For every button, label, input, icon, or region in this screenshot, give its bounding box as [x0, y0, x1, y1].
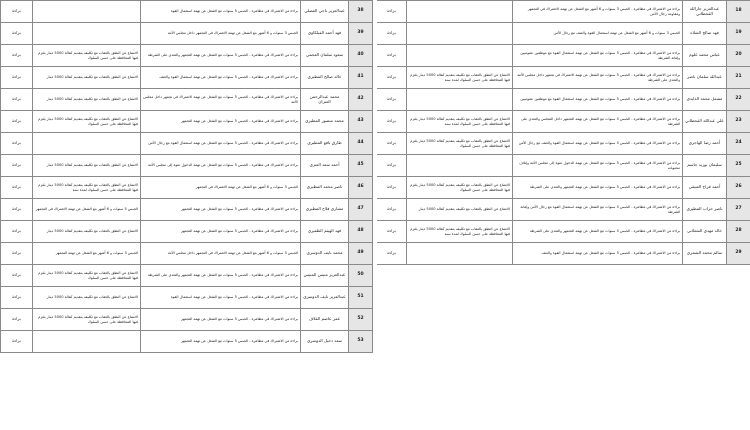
table-row	[1, 177, 373, 199]
defendant-number: 27	[727, 199, 750, 221]
verdict-text: الامتناع عن النطق بالعقاب مع تكليفه بتقديم كفالة 5000 دينار يلتزم فيها المحافظة على حسن السلوك	[407, 133, 513, 155]
table-row	[377, 177, 750, 199]
defendant-number: 45	[349, 155, 373, 177]
verdict-text: الامتناع عن النطق بالعقاب مع تكليفه بتقديم كفالة 5000 دينار	[33, 67, 141, 89]
charge-text: براءة من الاشتراك في مظاهرة - الحبس 5 سنوات مع الشغل عن تهمة التجمهر داخل المجلس والتعدي على الشرطة	[513, 111, 683, 133]
defendant-name: سعد دخيل الدوسري	[301, 331, 349, 353]
verdict-text: الحبس 5 سنوات و 6 أشهر مع الشغل عن تهمة الاشتراك في التجمهر	[33, 199, 141, 221]
table-row	[377, 221, 750, 243]
status-text: براءة	[1, 265, 33, 287]
defendant-name: طارق نافع المطيري	[301, 133, 349, 155]
verdict-text	[407, 45, 513, 67]
verdict-text: الامتناع عن النطق بالعقاب مع تكليفه بتقديم كفالة 5000 دينار يلتزم فيها المحافظة على حسن السلوك	[407, 177, 513, 199]
charge-text: براءة من الاشتراك في مظاهرة - الحبس 5 سنوات مع الشغل عن تهمة استعمال القوة مع رجال الأمن وإهانة الشرطة	[513, 199, 683, 221]
verdict-text: الامتناع عن النطق بالعقاب مع تكليفه بتقديم كفالة 5000 دينار	[407, 199, 513, 221]
defendant-number: 39	[349, 23, 373, 45]
status-text: براءة	[1, 89, 33, 111]
defendant-number: 18	[727, 1, 750, 23]
verdict-text	[407, 89, 513, 111]
charge-text: براءة من الاشتراك في مظاهرة - الحبس 5 سنوات مع الشغل عن تهمة استعمال القوة مع رجال الأمن	[141, 133, 301, 155]
defendant-number: 19	[727, 23, 750, 45]
defendant-number: 24	[727, 133, 750, 155]
status-text: براءة	[377, 23, 407, 45]
table-row	[1, 265, 373, 287]
defendant-number: 25	[727, 155, 750, 177]
verdict-text	[407, 243, 513, 265]
table-row	[377, 133, 750, 155]
charge-text: براءة من الاشتراك في مظاهرة - الحبس 5 سنوات مع الشغل عن تهمة استعمال القوة	[141, 287, 301, 309]
charge-text: براءة من الاشتراك في مظاهرة - الحبس 5 سنوات مع الشغل عن تهمة استعمال القوة	[141, 1, 301, 23]
table-row	[1, 133, 373, 155]
defendant-number: 29	[727, 243, 750, 265]
defendant-name: فهد الهيثم الظفيري	[301, 221, 349, 243]
status-text: براءة	[377, 67, 407, 89]
charge-text: الحبس 3 سنوات و 6 أشهر مع الشغل عن تهمة الاشتراك في التجمهر	[141, 177, 301, 199]
charge-text: براءة من الاشتراك في مظاهرة - الحبس 5 سنوات مع الشغل عن تهمة التجمهر والتعدي على الشرطة	[513, 221, 683, 243]
defendant-number: 21	[727, 67, 750, 89]
status-text: براءة	[377, 221, 407, 243]
verdict-text	[33, 1, 141, 23]
column-separator	[373, 0, 377, 430]
table-row	[1, 287, 373, 309]
status-text: براءة	[1, 111, 33, 133]
defendant-number: 40	[349, 45, 373, 67]
verdict-text: الامتناع عن النطق بالعقاب مع تكليفه بتقديم كفالة 5000 دينار يلتزم فيها المحافظة على حسن السلوك	[33, 309, 141, 331]
verdict-text: الامتناع عن النطق بالعقاب مع تكليفه بتقديم كفالة 5000 دينار يلتزم فيها المحافظة على حسن السلوك	[33, 45, 141, 67]
table-row	[1, 23, 373, 45]
table-row	[377, 111, 750, 133]
defendant-number: 38	[349, 1, 373, 23]
defendant-name: عبدالعزيز جارالله القحطاني	[683, 1, 727, 23]
verdict-text	[33, 133, 141, 155]
defendant-name: أحمد رضا الهاجري	[683, 133, 727, 155]
defendant-name: عبدالله سلمان ناصر	[683, 67, 727, 89]
defendant-name: خالد صالح المطيري	[301, 67, 349, 89]
table-row	[377, 45, 750, 67]
verdict-text: الامتناع عن النطق بالعقاب مع تكليفه بتقديم كفالة 5000 دينار يلتزم فيها المحافظة على حسن السلوك لمدة سنة	[407, 67, 513, 89]
verdict-text	[407, 23, 513, 45]
defendant-number: 44	[349, 133, 373, 155]
status-text: براءة	[1, 67, 33, 89]
defendant-number: 48	[349, 221, 373, 243]
charge-text: براءة من الاشتراك في مظاهرة - الحبس 5 سنوات مع الشغل عن تهمة الاشتراك في تجمهر داخل مجلس الأمة والتعدي على الشرطة	[513, 67, 683, 89]
table-row	[1, 67, 373, 89]
verdict-text: الامتناع عن النطق بالعقاب مع تكليفه بتقديم كفالة 5000 دينار	[33, 221, 141, 243]
defendant-number: 42	[349, 89, 373, 111]
charge-text: براءة من الاشتراك في مظاهرة - الحبس 5 سنوات مع الشغل عن تهمة التجمهر	[141, 111, 301, 133]
table-row	[1, 243, 373, 265]
verdict-text: الامتناع عن النطق بالعقاب مع تكليفه بتقديم كفالة 5000 دينار	[33, 155, 141, 177]
charge-text: براءة من الاشتراك في مظاهرة - الحبس 5 سنوات مع الشغل عن تهمة التجمهر والتعدي على الشرطة	[141, 45, 301, 67]
defendants-table-right	[376, 0, 750, 265]
charge-text: براءة من الاشتراك في مظاهرة - الحبس 5 سنوات مع الشغل عن تهمة التجمهر	[141, 221, 301, 243]
table-row	[1, 155, 373, 177]
defendant-number: 51	[349, 287, 373, 309]
table-row	[1, 111, 373, 133]
verdict-text: الامتناع عن النطق بالعقاب مع تكليفه بتقديم كفالة 5000 دينار يلتزم فيها المحافظة على حسن السلوك	[33, 265, 141, 287]
status-text: براءة	[1, 133, 33, 155]
status-text: براءة	[377, 45, 407, 67]
defendant-name: عبدالعزيز ناجي الفضلي	[301, 1, 349, 23]
defendant-name: عبدالعزيز منيس المنيس	[301, 265, 349, 287]
defendant-number: 47	[349, 199, 373, 221]
verdict-text: الامتناع عن النطق بالعقاب مع تكليفه بتقديم كفالة 5000 دينار يلتزم فيها المحافظة على حسن السلوك لمدة سنة	[33, 177, 141, 199]
defendant-name: أحمد سعد العنزي	[301, 155, 349, 177]
defendant-name: محمد عبدالرحمن العنزان	[301, 89, 349, 111]
status-text: براءة	[1, 155, 33, 177]
verdict-text	[33, 331, 141, 353]
table-row	[1, 309, 373, 331]
verdict-text: الحبس 3 سنوات و 6 أشهر مع الشغل عن تهمة التجمهر	[33, 243, 141, 265]
defendant-name: علي عبدالله القحطاني	[683, 111, 727, 133]
verdict-text: الامتناع عن النطق بالعقاب مع تكليفه بتقديم كفالة 5000 دينار يلتزم فيها المحافظة على حسن السلوك	[33, 111, 141, 133]
charge-text: براءة من الاشتراك في مظاهرة - الحبس 5 سنوات مع الشغل عن تهمة استعمال القوة مع موظفين عموميين	[513, 89, 683, 111]
charge-text: براءة من الاشتراك في مظاهرة - الحبس 5 سنوات مع الشغل عن تهمة استعمال القوة والعنف	[513, 243, 683, 265]
table-row	[377, 199, 750, 221]
defendant-number: 52	[349, 309, 373, 331]
table-row	[1, 1, 373, 23]
defendant-name: عبدالعزيز نايف الدوسري	[301, 287, 349, 309]
defendant-number: 46	[349, 177, 373, 199]
defendant-name: فهد أحمد الفيلكاوي	[301, 23, 349, 45]
charge-text: الحبس 3 سنوات و 6 أشهر مع الشغل عن تهمة استعمال القوة والعنف مع رجال الأمن	[513, 23, 683, 45]
charge-text: براءة من الاشتراك في مظاهرة - الحبس 5 سنوات مع الشغل عن تهمة التجمهر	[141, 309, 301, 331]
verdict-text: الامتناع عن النطق بالعقاب مع تكليفه بتقديم كفالة 5000 دينار	[33, 89, 141, 111]
charge-text: براءة من الاشتراك في مظاهرة - الحبس 5 سنوات مع الشغل عن تهمة التجمهر والتعدي على الشرطة	[513, 177, 683, 199]
defendant-number: 43	[349, 111, 373, 133]
table-row	[377, 67, 750, 89]
table-row	[1, 221, 373, 243]
defendant-name: سالم محمد الشمري	[683, 243, 727, 265]
defendant-number: 23	[727, 111, 750, 133]
defendant-number: 26	[727, 177, 750, 199]
status-text: براءة	[1, 199, 33, 221]
defendant-name: ناصر حراب المطيري	[683, 199, 727, 221]
defendant-name: عمر عاصم القلاف	[301, 309, 349, 331]
status-text: براءة	[377, 155, 407, 177]
charge-text: براءة من الاشتراك في مظاهرة - الحبس 5 سنوات مع الشغل عن تهمة استعمال القوة والعنف مع رجال الأمن	[513, 133, 683, 155]
verdict-text	[33, 23, 141, 45]
verdict-text: الامتناع عن النطق بالعقاب مع تكليفه بتقديم كفالة 5000 دينار يلتزم فيها المحافظة على حسن السلوك لمدة سنة	[407, 111, 513, 133]
status-text: براءة	[1, 1, 33, 23]
table-row	[1, 199, 373, 221]
status-text: براءة	[1, 221, 33, 243]
status-text: براءة	[377, 177, 407, 199]
table-row	[377, 155, 750, 177]
defendant-name: فهد صالح الشلاه	[683, 23, 727, 45]
status-text: براءة	[377, 1, 407, 23]
status-text: براءة	[377, 133, 407, 155]
defendant-name: مشعل محمد الذايدي	[683, 89, 727, 111]
defendant-number: 28	[727, 221, 750, 243]
status-text: براءة	[1, 287, 33, 309]
status-text: براءة	[377, 111, 407, 133]
status-text: براءة	[377, 199, 407, 221]
defendant-number: 22	[727, 89, 750, 111]
defendant-number: 41	[349, 67, 373, 89]
defendant-name: عباس محمد غلوم	[683, 45, 727, 67]
charge-text: براءة من الاشتراك في مظاهرة - الحبس 5 سنوات مع الشغل عن تهمة استعمال القوة مع موظفين عموميين وإهانة الشرطة	[513, 45, 683, 67]
defendant-name: سعود سلمان العجمي	[301, 45, 349, 67]
status-text: براءة	[377, 89, 407, 111]
charge-text: براءة من الاشتراك في مظاهرة - الحبس 5 سنوات مع الشغل عن تهمة الاشتراك في تجمهر داخل مجلس الأمة	[141, 89, 301, 111]
verdict-text: الامتناع عن النطق بالعقاب مع تكليفه بتقديم كفالة 5000 دينار يلتزم فيها المحافظة على حسن السلوك لمدة سنة	[407, 221, 513, 243]
status-text: براءة	[1, 45, 33, 67]
status-text: براءة	[1, 243, 33, 265]
charge-text: براءة من الاشتراك في مظاهرة - الحبس 5 سنوات مع الشغل عن تهمة الدخول عنوة إلى مجلس الأمة وإتلاف محتوياته	[513, 155, 683, 177]
defendant-name: خالد مهدي الشعلاني	[683, 221, 727, 243]
charge-text: الحبس 3 سنوات و 6 أشهر مع الشغل عن تهمة الاشتراك في التجمهر داخل مجلس الأمة	[141, 23, 301, 45]
charge-text: الحبس 3 سنوات و 6 أشهر مع الشغل عن تهمة الاشتراك في التجمهر داخل مجلس الأمة	[141, 243, 301, 265]
status-text: براءة	[1, 23, 33, 45]
defendant-name: مشاري فلاح المطيري	[301, 199, 349, 221]
defendants-table-left	[0, 0, 373, 353]
charge-text: براءة من الاشتراك في مظاهرة - الحبس 5 سنوات مع الشغل عن تهمة التجمهر والتعدي على الشرطة	[141, 265, 301, 287]
table-row	[377, 1, 750, 23]
defendant-number: 53	[349, 331, 373, 353]
defendant-name: محمد منصور المطيري	[301, 111, 349, 133]
defendant-name: أحمد قراح العتيقي	[683, 177, 727, 199]
defendant-name: ناصر محمد المطيري	[301, 177, 349, 199]
table-row	[1, 45, 373, 67]
charge-text: براءة من الاشتراك في مظاهرة - الحبس 5 سنوات مع الشغل عن تهمة استعمال القوة والعنف	[141, 67, 301, 89]
table-row	[377, 89, 750, 111]
table-row	[1, 331, 373, 353]
charge-text: براءة من الاشتراك في مظاهرة - الحبس 3 سنوات و 6 أشهر مع الشغل عن تهمة الاشتراك في التجمهر ومقاومة رجال الأمن	[513, 1, 683, 23]
verdict-text	[407, 1, 513, 23]
status-text: براءة	[1, 331, 33, 353]
status-text: براءة	[1, 309, 33, 331]
defendant-number: 20	[727, 45, 750, 67]
table-row	[377, 23, 750, 45]
table-row	[377, 243, 750, 265]
defendant-name: سليمان بوزيد جاسم	[683, 155, 727, 177]
status-text: براءة	[1, 177, 33, 199]
charge-text: براءة من الاشتراك في مظاهرة - الحبس 5 سنوات مع الشغل عن تهمة التجمهر	[141, 331, 301, 353]
defendant-number: 50	[349, 265, 373, 287]
charge-text: براءة من الاشتراك في مظاهرة - الحبس 5 سنوات مع الشغل عن تهمة التجمهر	[141, 199, 301, 221]
status-text: براءة	[377, 243, 407, 265]
verdict-text: الامتناع عن النطق بالعقاب مع تكليفه بتقديم كفالة 5000 دينار	[33, 287, 141, 309]
charge-text: براءة من الاشتراك في مظاهرة - الحبس 5 سنوات مع الشغل عن تهمة الدخول عنوة إلى مجلس الأمة	[141, 155, 301, 177]
verdict-text	[407, 155, 513, 177]
defendant-number: 49	[349, 243, 373, 265]
table-row	[1, 89, 373, 111]
defendant-name: محمد نايف الدوسري	[301, 243, 349, 265]
